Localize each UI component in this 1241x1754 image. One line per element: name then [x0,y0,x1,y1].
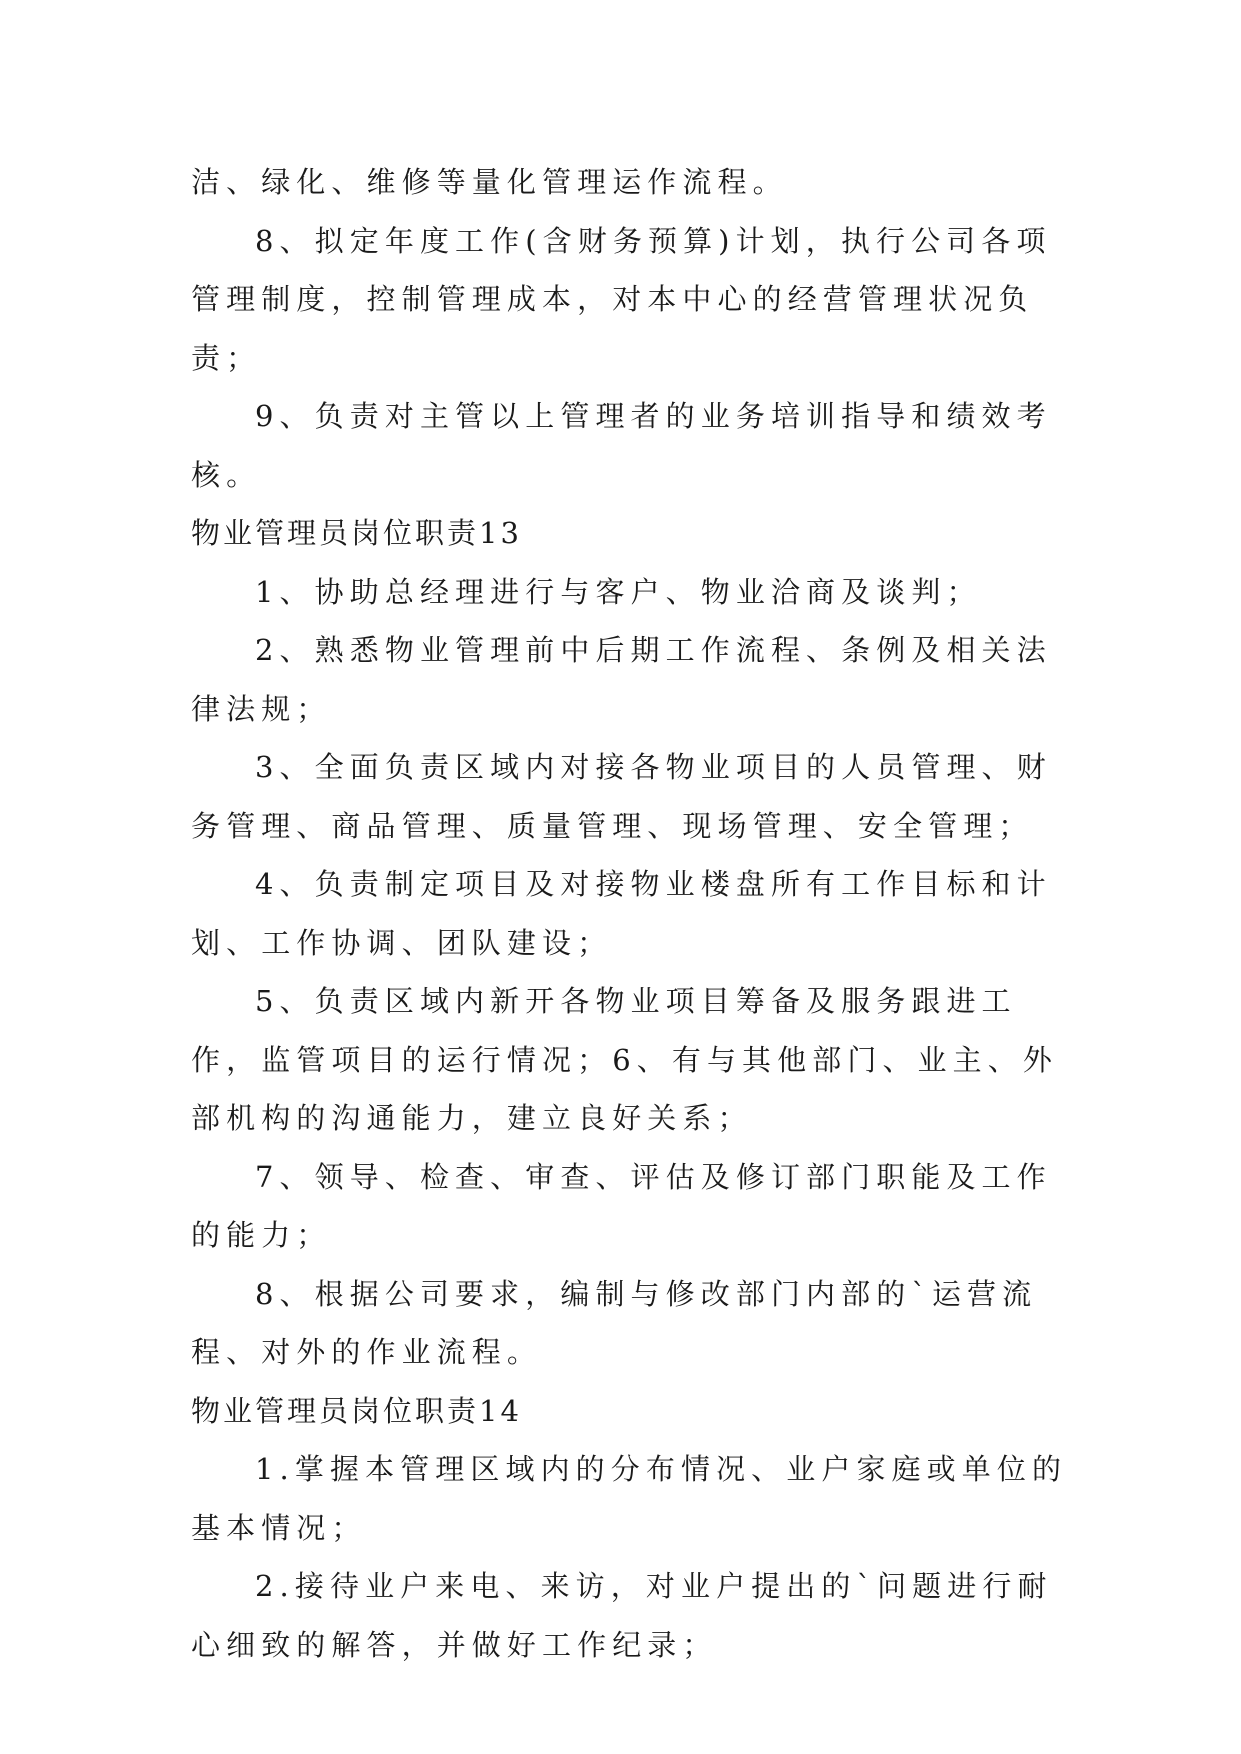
paragraph: 1、协助总经理进行与客户、物业洽商及谈判； [255,574,982,609]
paragraph: 7、领导、检查、审查、评估及修订部门职能及工作的能力； [191,1159,1052,1252]
paragraph: 洁、绿化、维修等量化管理运作流程。 [191,165,788,199]
paragraph: 8、根据公司要求，编制与修改部门内部的`运营流程、对外的作业流程。 [191,1276,1038,1369]
paragraph: 2、熟悉物业管理前中后期工作流程、条例及相关法律法规； [191,633,1052,726]
section-heading: 物业管理员岗位职责14 [191,1393,522,1428]
paragraph: 4、负责制定项目及对接物业楼盘所有工作目标和计划、工作协调、团队建设； [191,867,1052,960]
paragraph: 8、拟定年度工作(含财务预算)计划，执行公司各项管理制度，控制管理成本，对本中心的经营管理状况负责； [191,223,1052,375]
paragraph: 9、负责对主管以上管理者的业务培训指导和绩效考核。 [191,399,1052,492]
section-heading: 物业管理员岗位职责13 [191,516,522,550]
document-body [191,153,1071,1674]
paragraph: 1.掌握本管理区域内的分布情况、业户家庭或单位的基本情况； [191,1452,1068,1545]
paragraph: 3、全面负责区域内对接各物业项目的人员管理、财务管理、商品管理、质量管理、现场管理、安全管理； [191,750,1052,843]
paragraph: 2.接待业户来电、来访，对业户提出的`问题进行耐心细致的解答，并做好工作纪录； [191,1569,1053,1662]
paragraph: 5、负责区域内新开各物业项目筹备及服务跟进工作，监管项目的运行情况；6、有与其他部门、业主、外部机构的沟通能力，建立良好关系； [191,984,1058,1135]
